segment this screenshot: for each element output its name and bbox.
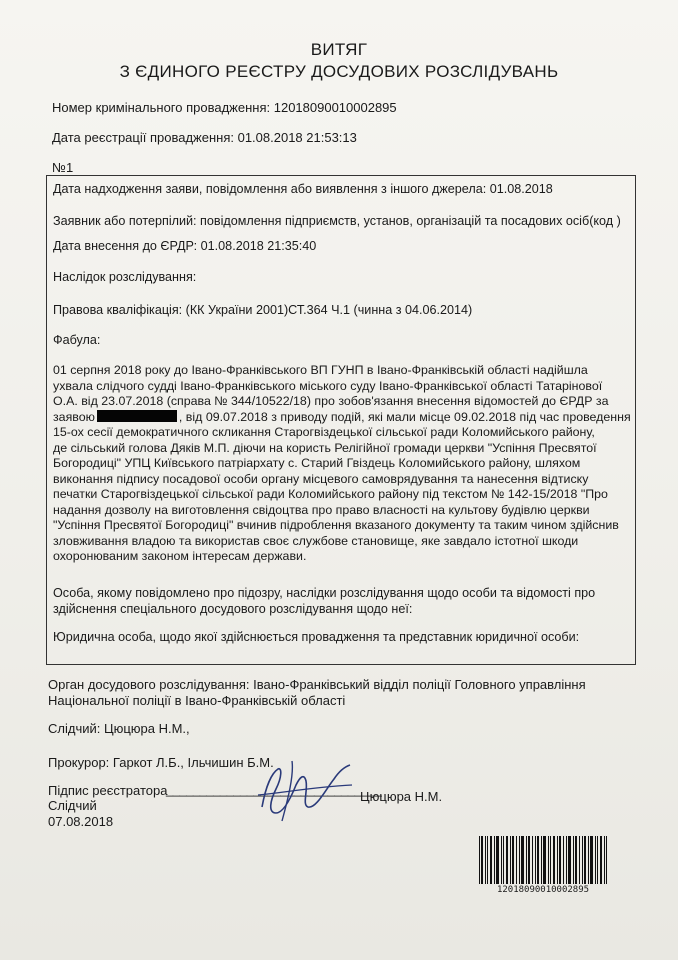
registrar-role: Слідчий [48,798,97,813]
applicant: Заявник або потерпілий: повідомлення підприємств, установ, організацій та посадових осіб(код ) [53,214,621,228]
registrar-name: Цюцюра Н.М. [360,789,443,804]
registration-date: Дата реєстрації провадження: 01.08.2018 21:53:13 [52,130,357,145]
fabula-line: 15-ох сесії демократичного скликання Старогвіздецької сільської ради Коломийського району, [53,425,595,439]
fabula-line: Богородиці" УПЦ Київського патріархату с. Старий Гвіздець Коломийського району, шляхом [53,456,581,470]
investigation-consequence: Наслідок розслідування: [53,270,197,284]
barcode-graphic [478,836,608,884]
extract-date: 07.08.2018 [48,814,114,829]
fabula-text [53,363,633,565]
case-number: Номер кримінального провадження: 12018090010002895 [52,100,397,115]
investigator: Слідчий: Цюцюра Н.М., [48,721,190,736]
fabula-label: Фабула: [53,333,101,347]
investigation-authority-line1: Орган досудового розслідування: Івано-Франківський відділ поліції Головного управління [48,677,586,692]
barcode-number: 12018090010002895 [496,885,590,895]
fabula-line: "Успіння Пресвятої Богородиці" вчинив підроблення вказаного документу та таким чином здійснив [53,518,619,532]
fabula-line: де сільський голова Дяків М.П. діючи на користь Релігійної громади церкви "Успіння Пресвятої [53,440,597,455]
record-box [46,175,636,665]
fabula-line: ухвала слідчого судді Івано-Франківського міського суду Івано-Франківської області Татарінової [53,378,603,393]
suspect-info-line2: здійснення спеціального досудового розслідування щодо неї: [53,602,413,616]
prosecutor: Прокурор: Гаркот Л.Б., Ільчишин Б.М. [48,755,274,770]
investigation-authority-line2: Національної поліції в Івано-Франківській області [48,693,346,708]
fabula-line: виконання підпису посадової особи органу місцевого самоврядування та нанесення відтиску [53,471,589,486]
fabula-line: 01 серпня 2018 року до Івано-Франківського ВП ГУНП в Івано-Франківській області надійшла [53,363,588,377]
fabula-line: охоронюваним законом інтересам держави. [53,549,307,563]
document-subtitle: З ЄДИНОГО РЕЄСТРУ ДОСУДОВИХ РОЗСЛІДУВАНЬ [119,62,559,81]
signature-underline: ________________________________ [166,782,382,797]
suspect-info-line1: Особа, якому повідомлено про підозру, наслідки розслідування щодо особи та відомості про [53,586,596,600]
legal-qualification: Правова кваліфікація: (КК України 2001)СТ.364 Ч.1 (чинна з 04.06.2014) [53,303,473,317]
fabula-line: надання дозволу на виготовлення свідоцтва про право власності на культову будівлю церкви [53,502,590,517]
fabula-line: заявою , від 09.07.2018 з приводу подій, які мали місце 09.02.2018 під час проведення [53,409,631,424]
fabula-line: зловживання владою та використав своє службове становище, яке завдало істотної шкоди [53,533,579,548]
handwritten-signature [252,755,362,825]
erdr-date: Дата внесення до ЄРДР: 01.08.2018 21:35:40 [53,239,317,253]
received-date: Дата надходження заяви, повідомлення або виявлення з іншого джерела: 01.08.2018 [53,182,553,196]
entry-number: №1 [52,160,74,175]
fabula-line: печатки Старогвіздецької сільської ради Коломийського району під текстом № 142-15/2018 "Про [53,487,608,501]
document-title: ВИТЯГ [310,40,368,59]
legal-entity: Юридична особа, щодо якої здійснюється провадження та представник юридичної особи: [53,630,580,644]
registrar-signature-label: Підпис реєстратора [48,783,168,798]
fabula-line: О.А. від 23.07.2018 (справа № 344/10522/18) про зобов'язання внесення відомостей до ЄРДР за [53,394,609,408]
redaction-bar [97,410,177,422]
